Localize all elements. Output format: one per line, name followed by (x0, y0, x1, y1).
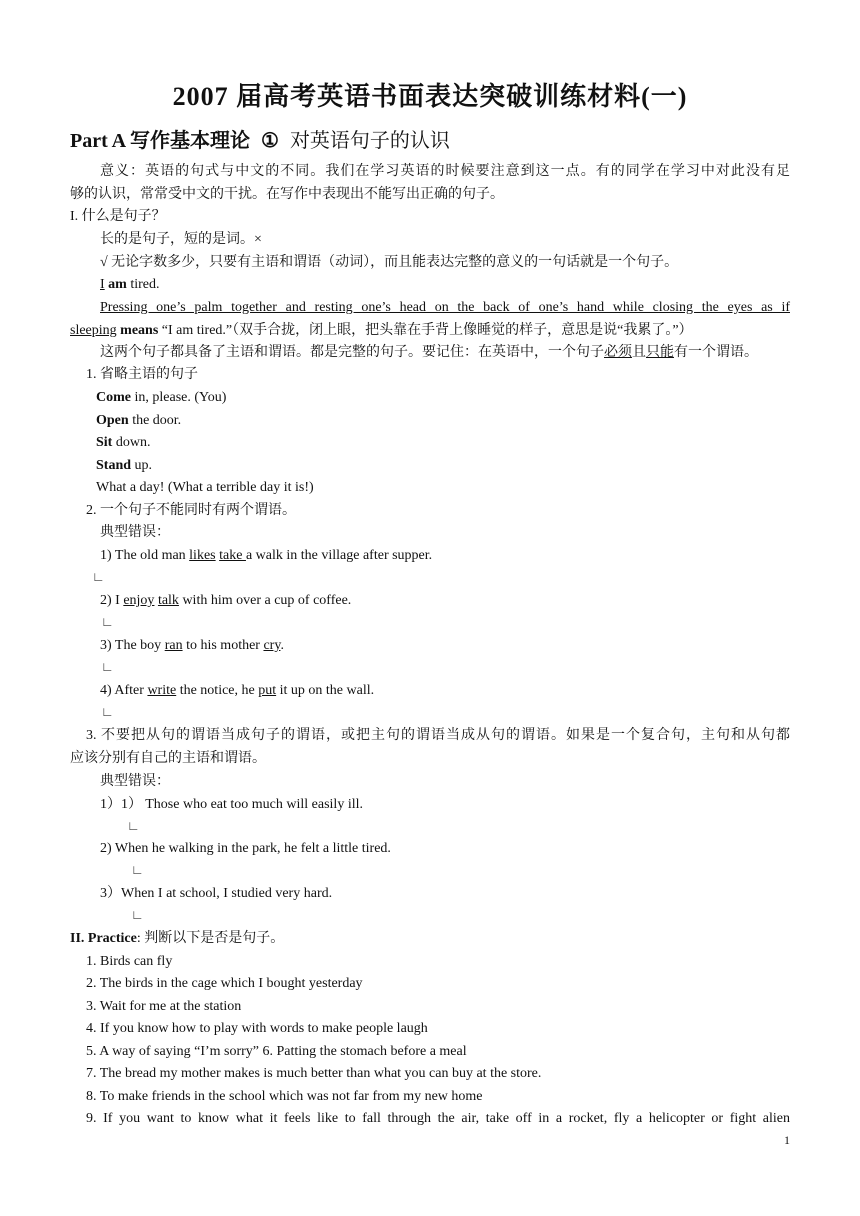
rule-note-a: 这两个句子都具备了主语和谓语。都是完整的句子。要记住：在英语中，一个句子 (100, 345, 604, 360)
example-i-am-tired (100, 276, 160, 294)
practice-label: II. Practice (70, 931, 137, 946)
practice-instruction: : 判断以下是否是句子。 (136, 931, 285, 946)
long-subject-end: sleeping (70, 323, 117, 338)
error-text: 3) The boy (100, 638, 165, 653)
long-verb: means (120, 323, 159, 338)
example-rest: tired. (126, 277, 160, 292)
practice-item: 7. The bread my mother makes is much better than what you can buy at the store. (86, 1066, 542, 1081)
error-verb: put (258, 683, 277, 698)
rule-note (100, 344, 758, 362)
error-text: 1) The old man (100, 548, 190, 563)
error-verb: write (147, 683, 177, 698)
error-example (100, 637, 284, 655)
section-1-heading: I. 什么是句子？ (70, 209, 166, 224)
part-subtitle: 对英语句子的认识 (289, 130, 450, 152)
imperative-verb: Stand (96, 458, 132, 473)
clause-error-example: 3）When I at school, I studied very hard. (100, 886, 333, 901)
imperative-rest: up. (131, 458, 153, 473)
practice-heading (70, 930, 284, 948)
section-heading (70, 124, 450, 153)
clause-error-example: 2) When he walking in the park, he felt a little tired. (100, 841, 391, 856)
point-3-line-1: 3. 不要把从句的谓语当成句子的谓语，或把主句的谓语当成从句的谓语。如果是一个复合句，主句和从句都 (86, 728, 790, 743)
imperative-verb: Sit (96, 435, 113, 450)
error-verb: ran (164, 638, 183, 653)
circled-number: ① (261, 130, 279, 152)
error-verb: cry (263, 638, 281, 653)
correction-mark-icon: ∟ (92, 569, 105, 584)
practice-item: 3. Wait for me at the station (86, 999, 242, 1014)
error-text: with him over a cup of coffee. (178, 593, 352, 608)
part-topic: 写作基本理论 (130, 130, 250, 152)
error-verb: likes (189, 548, 216, 563)
imperative-rest: down. (112, 435, 151, 450)
error-example (100, 547, 432, 565)
error-text: the notice, he (176, 683, 259, 698)
practice-item: 9. If you want to know what it feels like to fall through the air, take off in a rocket, fly a helicopter or fight alien (86, 1111, 790, 1126)
error-example (100, 592, 351, 610)
imperative-rest: in, please. (You) (131, 390, 227, 405)
long-example-line-1 (100, 299, 790, 317)
correction-mark-icon: ∟ (131, 907, 144, 922)
correction-mark-icon: ∟ (131, 862, 144, 877)
rule-only: 只能 (646, 345, 674, 360)
typical-errors-label: 典型错误： (100, 525, 170, 540)
error-text: . (280, 638, 284, 653)
verb-word: am (108, 277, 127, 292)
practice-item: 1. Birds can fly (86, 954, 173, 969)
error-verb: take (219, 548, 246, 563)
imperative-verb: Open (96, 413, 129, 428)
part-label: Part A (70, 130, 125, 152)
long-example-line-2 (70, 322, 693, 340)
error-verb: talk (157, 593, 179, 608)
imperative-verb: Come (96, 390, 131, 405)
rule-and: 且 (632, 345, 646, 360)
clause-error-example: 1）1） Those who eat too much will easily ill. (100, 797, 363, 812)
imperative-example (96, 457, 152, 475)
error-text: 4) After (100, 683, 148, 698)
error-verb: enjoy (123, 593, 155, 608)
imperative-rest: the door. (128, 413, 182, 428)
long-subject: Pressing one’s palm together and resting one’s head on the back of one’s hand while closing the eyes as if (100, 300, 790, 315)
correction-mark-icon: ∟ (101, 704, 114, 719)
subject-word: I (100, 277, 105, 292)
error-text: a walk in the village after supper. (245, 548, 433, 563)
intro-line-1: 意义：英语的句式与中文的不同。我们在学习英语的时候要注意到这一点。有的同学在学习中对此没有足 (100, 164, 790, 179)
page-number: 1 (784, 1133, 790, 1147)
error-example (100, 682, 374, 700)
practice-item: 8. To make friends in the school which was not far from my new home (86, 1089, 483, 1104)
right-definition: √ 无论字数多少，只要有主语和谓语（动词），而且能表达完整的意义的一句话就是一个句子。 (100, 255, 679, 270)
error-text: it up on the wall. (276, 683, 375, 698)
practice-item: 2. The birds in the cage which I bought yesterday (86, 976, 363, 991)
rule-must: 必须 (604, 345, 632, 360)
rule-note-b: 有一个谓语。 (674, 345, 758, 360)
correction-mark-icon: ∟ (127, 818, 140, 833)
typical-errors-label: 典型错误： (100, 774, 170, 789)
imperative-example (96, 412, 181, 430)
correction-mark-icon: ∟ (101, 614, 114, 629)
point-2-heading: 2. 一个句子不能同时有两个谓语。 (86, 503, 296, 518)
imperative-example (96, 389, 226, 407)
practice-item: 4. If you know how to play with words to make people laugh (86, 1021, 428, 1036)
long-rest: “I am tired.”（双手合拢，闭上眼，把头靠在手背上像睡觉的样子，意思是说“我累了。”） (158, 323, 693, 338)
error-text: to his mother (182, 638, 264, 653)
wrong-definition: 长的是句子，短的是词。× (100, 232, 262, 247)
point-3-line-2: 应该分别有自己的主语和谓语。 (70, 751, 266, 766)
error-text: 2) I (100, 593, 124, 608)
exclamation-example: What a day! (What a terrible day it is!) (96, 480, 314, 495)
document-title: 2007 届高考英语书面表达突破训练材料(一) (172, 82, 688, 111)
intro-line-2: 够的认识，常常受中文的干扰。在写作中表现出不能写出正确的句子。 (70, 187, 504, 202)
correction-mark-icon: ∟ (101, 659, 114, 674)
imperative-example (96, 434, 150, 452)
point-1-heading: 1. 省略主语的句子 (86, 367, 198, 382)
practice-item: 5. A way of saying “I’m sorry” 6. Patting the stomach before a meal (86, 1044, 467, 1059)
